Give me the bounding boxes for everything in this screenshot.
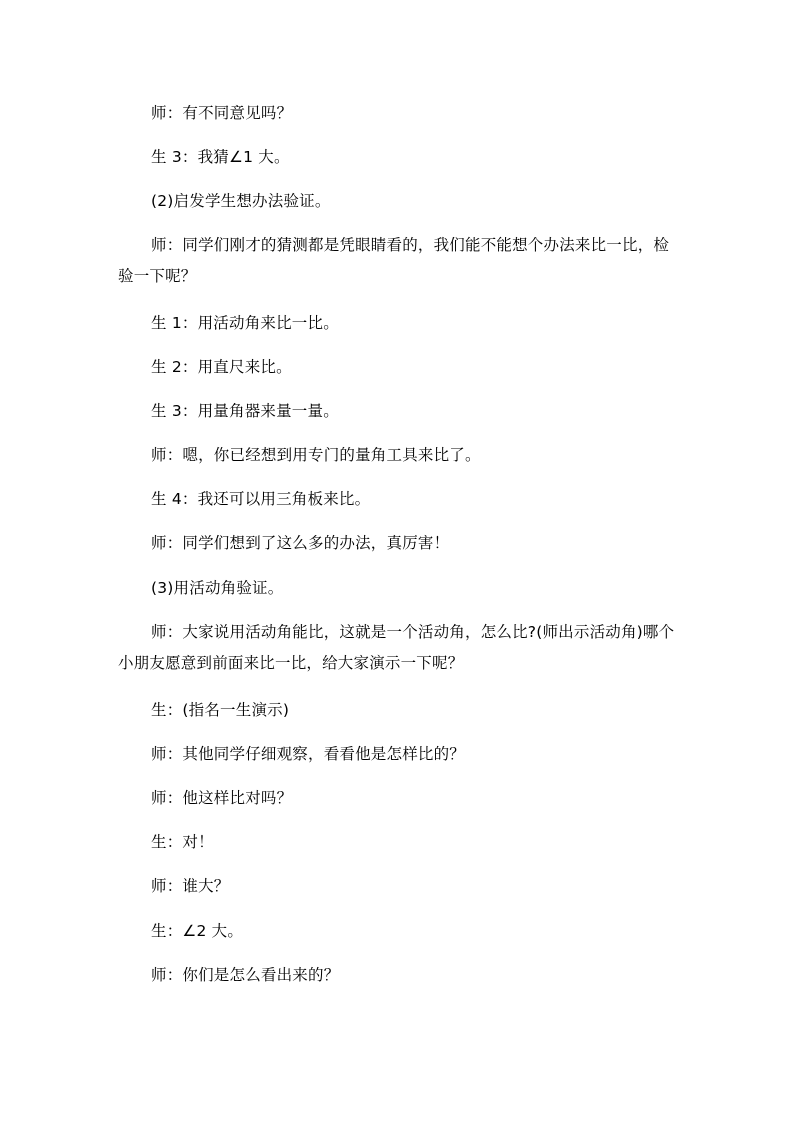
- paragraph: 生 4：我还可以用三角板来比。: [151, 490, 371, 508]
- paragraph: 生 2：用直尺来比。: [151, 358, 292, 376]
- paragraph: 生 1：用活动角来比一比。: [151, 314, 339, 332]
- paragraph: 师：他这样比对吗？: [151, 789, 293, 807]
- paragraph: 生：∠2 大。: [151, 922, 244, 940]
- paragraph: 师：有不同意见吗？: [151, 104, 293, 122]
- paragraph: 生 3：用量角器来量一量。: [151, 402, 339, 420]
- paragraph: 师：大家说用活动角能比，这就是一个活动角，怎么比?(师出示活动角)哪个小朋友愿意到前面来比一比，给大家演示一下呢？: [118, 623, 675, 672]
- paragraph: 师：同学们想到了这么多的办法，真厉害！: [151, 534, 450, 552]
- paragraph: (2)启发学生想办法验证。: [151, 192, 331, 210]
- paragraph: 师：谁大？: [151, 877, 230, 895]
- paragraph: 师：你们是怎么看出来的？: [151, 966, 340, 984]
- paragraph: 师：嗯，你已经想到用专门的量角工具来比了。: [151, 446, 481, 464]
- paragraph: (3)用活动角验证。: [151, 579, 284, 597]
- paragraph: 生 3：我猜∠1 大。: [151, 148, 290, 166]
- paragraph: 生：(指名一生演示): [151, 701, 290, 719]
- paragraph: 生：对！: [151, 833, 214, 851]
- paragraph: 师：其他同学仔细观察，看看他是怎样比的？: [151, 745, 466, 763]
- paragraph: 师：同学们刚才的猜测都是凭眼睛看的，我们能不能想个办法来比一比，检验一下呢？: [118, 236, 670, 285]
